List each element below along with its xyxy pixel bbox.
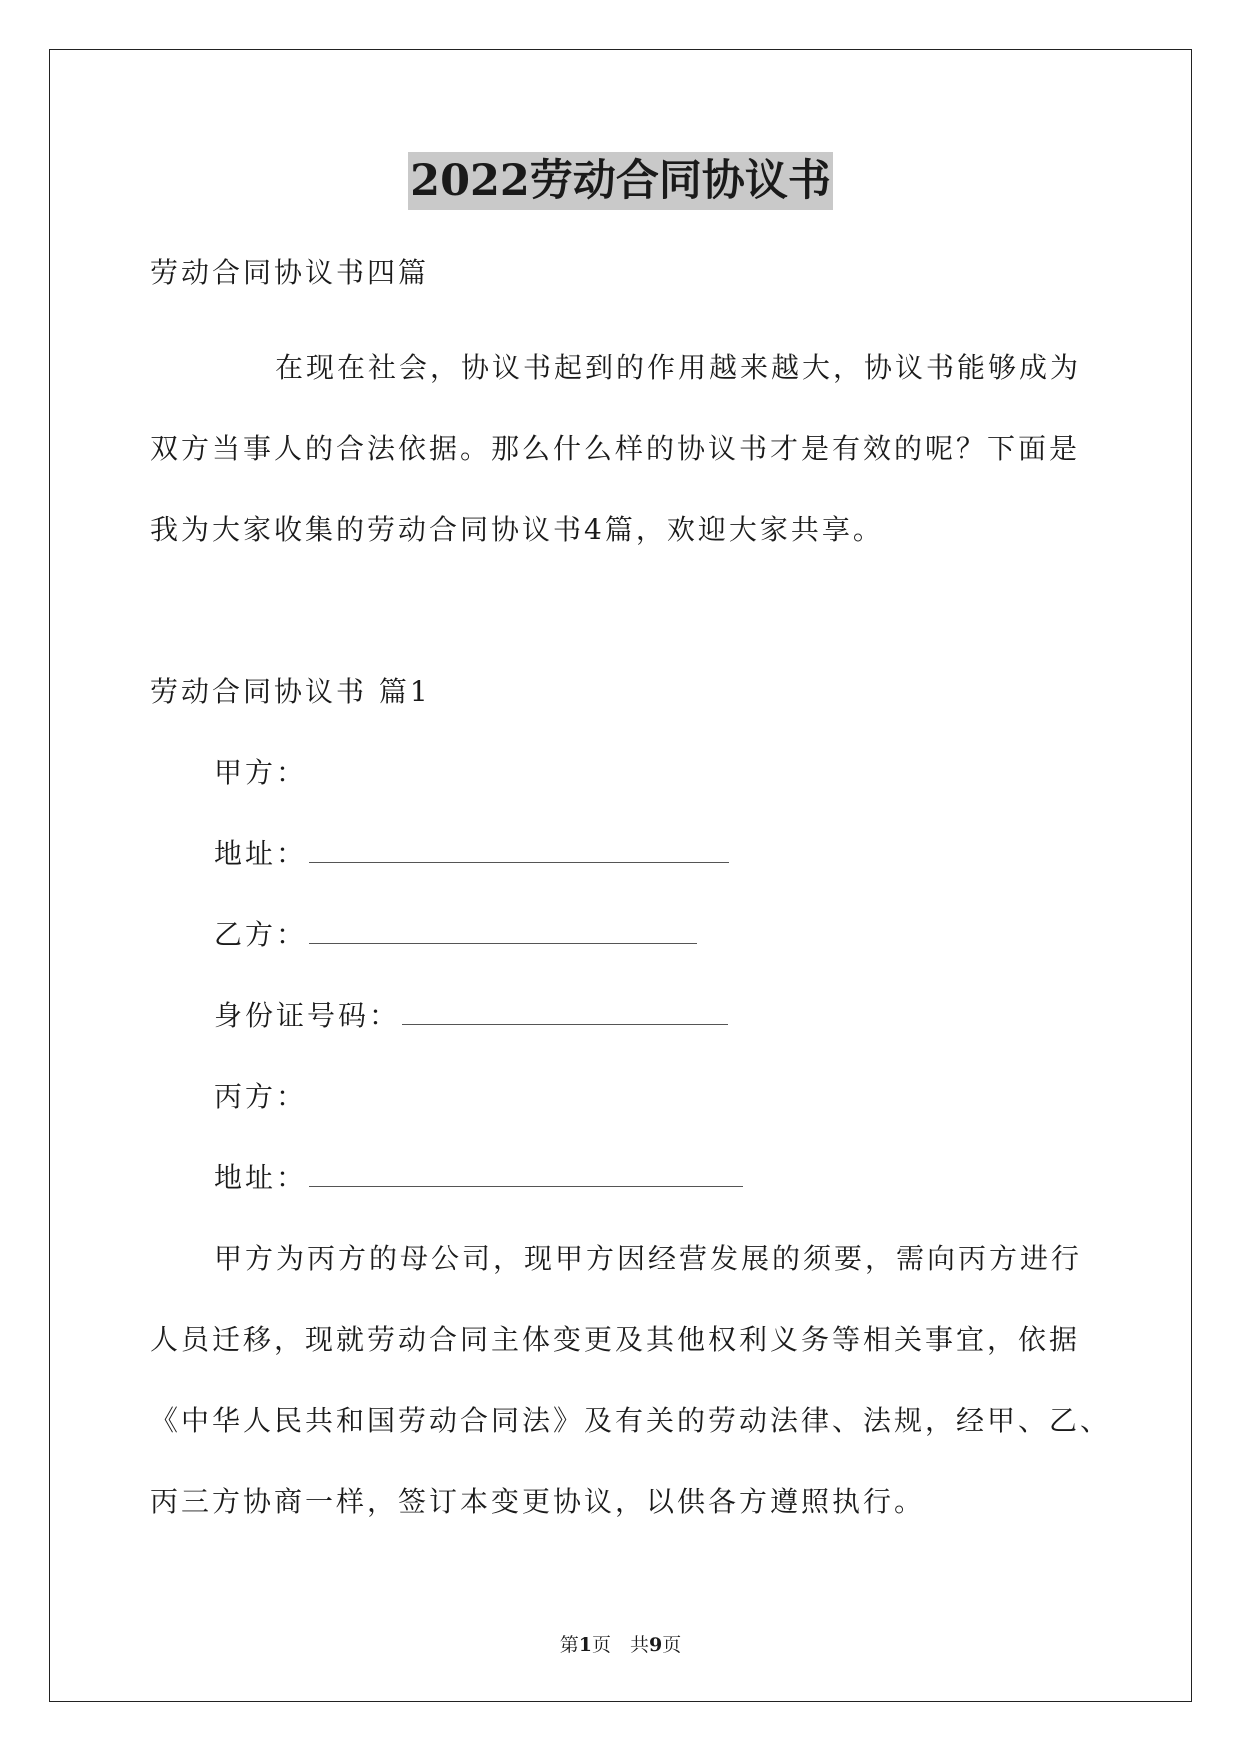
section-heading: 劳动合同协议书 篇1 [150, 675, 431, 708]
party-c-field [214, 1077, 307, 1117]
party-b-label: 乙方： [214, 918, 308, 951]
intro-line-2: 双方当事人的合法依据。那么什么样的协议书才是有效的呢？下面是 [150, 432, 1081, 465]
party-c-label: 丙方： [214, 1080, 308, 1113]
body-line-4: 丙三方协商一样，签订本变更协议，以供各方遵照执行。 [150, 1485, 926, 1518]
footer-mid: 页 共 [591, 1634, 649, 1656]
party-b-field [214, 915, 697, 955]
party-a-field [214, 753, 307, 793]
page-border [49, 49, 1192, 1702]
id-number-blank[interactable] [402, 1000, 728, 1025]
address-a-field [214, 834, 729, 874]
footer-page-number: 1 [578, 1634, 592, 1656]
id-number-label: 身份证号码： [214, 999, 401, 1032]
intro-line-3: 我为大家收集的劳动合同协议书4篇，欢迎大家共享。 [150, 513, 884, 546]
id-number-field [214, 996, 728, 1036]
footer-prefix: 第 [559, 1634, 579, 1656]
address-c-label: 地址： [214, 1161, 308, 1194]
document-title: 2022劳动合同协议书 [408, 152, 833, 210]
address-a-label: 地址： [214, 837, 308, 870]
party-b-blank[interactable] [309, 919, 697, 944]
address-c-field [214, 1158, 743, 1198]
address-a-blank[interactable] [309, 838, 729, 863]
body-line-3: 《中华人民共和国劳动合同法》及有关的劳动法律、法规，经甲、乙、 [150, 1404, 1112, 1437]
body-line-2: 人员迁移，现就劳动合同主体变更及其他权利义务等相关事宜，依据 [150, 1323, 1081, 1356]
intro-line-1: 在现在社会，协议书起到的作用越来越大，协议书能够成为 [275, 351, 1082, 384]
page-footer [0, 1632, 1241, 1658]
title-container [0, 152, 1241, 210]
document-subtitle: 劳动合同协议书四篇 [150, 256, 430, 289]
party-a-label: 甲方： [214, 756, 308, 789]
body-line-1: 甲方为丙方的母公司，现甲方因经营发展的须要，需向丙方进行 [214, 1242, 1083, 1275]
footer-total-pages: 9 [649, 1634, 663, 1656]
address-c-blank[interactable] [309, 1162, 743, 1187]
footer-suffix: 页 [662, 1634, 682, 1656]
